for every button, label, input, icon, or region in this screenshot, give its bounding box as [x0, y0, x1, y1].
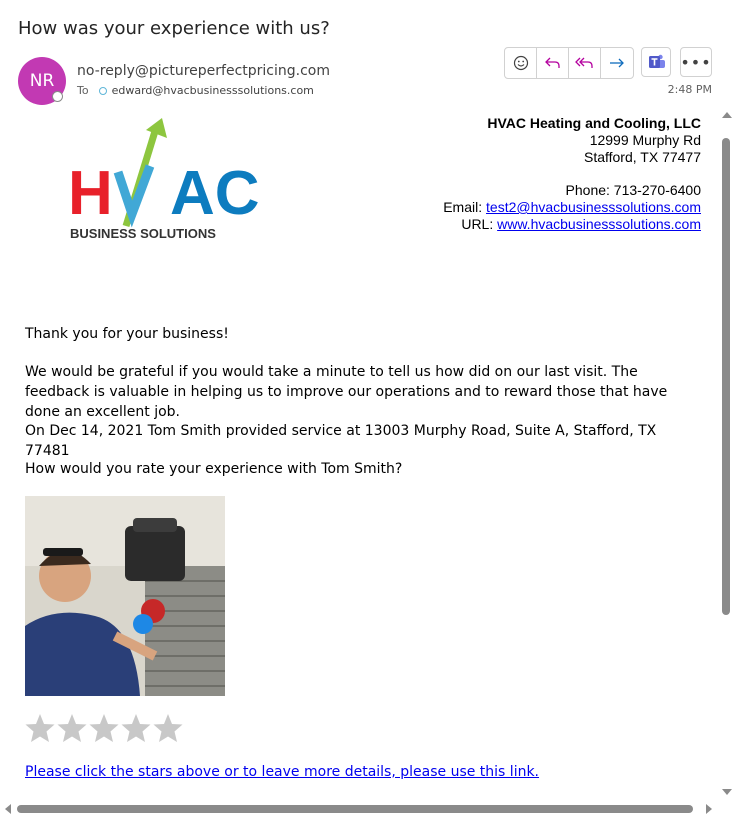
- company-email-line: [443, 199, 701, 216]
- sender-address[interactable]: no-reply@pictureperfectpricing.com: [77, 63, 330, 79]
- star-icon[interactable]: [57, 713, 87, 743]
- scroll-up-arrow-icon[interactable]: [722, 112, 732, 118]
- star-icon[interactable]: [153, 713, 183, 743]
- horizontal-scroll-thumb[interactable]: [17, 805, 693, 813]
- emoji-reaction-button[interactable]: [505, 48, 537, 78]
- more-actions-button[interactable]: [680, 47, 712, 77]
- teams-button[interactable]: [641, 47, 671, 77]
- email-body: [0, 108, 718, 800]
- company-info: [443, 115, 701, 233]
- email-label: Email:: [443, 199, 483, 215]
- logo-letters-ac: AC: [170, 159, 260, 228]
- company-logo: [62, 114, 272, 242]
- to-label: To: [77, 84, 89, 97]
- reply-icon: [544, 55, 562, 71]
- company-name: HVAC Heating and Cooling, LLC: [487, 115, 701, 131]
- recipient-presence-icon: [99, 87, 107, 95]
- reply-button[interactable]: [537, 48, 569, 78]
- recipient-line: [77, 84, 314, 97]
- scroll-left-arrow-icon[interactable]: [5, 804, 11, 814]
- email-subject: How was your experience with us?: [18, 18, 330, 39]
- company-city: Stafford, TX 77477: [583, 149, 701, 165]
- company-url-line: [443, 216, 701, 233]
- service-text: On Dec 14, 2021 Tom Smith provided service at 13003 Murphy Road, Suite A, Stafford, TX 77481: [25, 423, 657, 459]
- scroll-down-arrow-icon[interactable]: [722, 789, 732, 795]
- company-email-link[interactable]: test2@hvacbusinesssolutions.com: [486, 199, 701, 215]
- url-label: URL:: [461, 216, 494, 232]
- presence-status-icon: [52, 91, 63, 102]
- logo-letters-h: H: [68, 159, 113, 228]
- star-icon[interactable]: [89, 713, 119, 743]
- thanks-text: Thank you for your business!: [25, 326, 229, 342]
- teams-icon: [646, 53, 666, 71]
- vertical-scroll-thumb[interactable]: [722, 138, 730, 615]
- vertical-scrollbar[interactable]: [718, 108, 735, 800]
- reply-all-button[interactable]: [569, 48, 601, 78]
- emoji-icon: [513, 55, 529, 71]
- request-text: We would be grateful if you would take a minute to tell us how did on our last visit. The feedback is valuable in helping us to improve our operations and to reward those that have done an excellent job.: [25, 364, 668, 420]
- company-phone: Phone: 713-270-6400: [565, 182, 701, 198]
- star-rating: [25, 713, 183, 743]
- feedback-link[interactable]: Please click the stars above or to leave more details, please use this link.: [25, 764, 540, 780]
- logo-tagline: BUSINESS SOLUTIONS: [70, 226, 216, 241]
- reply-all-icon: [575, 55, 595, 71]
- recipient-address[interactable]: edward@hvacbusinesssolutions.com: [111, 84, 314, 97]
- sender-avatar[interactable]: NR: [18, 57, 66, 105]
- technician-photo: [25, 496, 225, 696]
- question-text: How would you rate your experience with Tom Smith?: [25, 461, 403, 477]
- forward-icon: [608, 55, 626, 71]
- star-icon[interactable]: [25, 713, 55, 743]
- scroll-right-arrow-icon[interactable]: [706, 804, 712, 814]
- message-actions: [504, 47, 634, 79]
- star-icon[interactable]: [121, 713, 151, 743]
- more-icon: •••: [680, 52, 712, 72]
- company-street: 12999 Murphy Rd: [589, 132, 701, 148]
- company-url-link[interactable]: www.hvacbusinesssolutions.com: [497, 216, 701, 232]
- forward-button[interactable]: [601, 48, 633, 78]
- horizontal-scrollbar[interactable]: [0, 800, 718, 818]
- received-time: 2:48 PM: [667, 83, 712, 96]
